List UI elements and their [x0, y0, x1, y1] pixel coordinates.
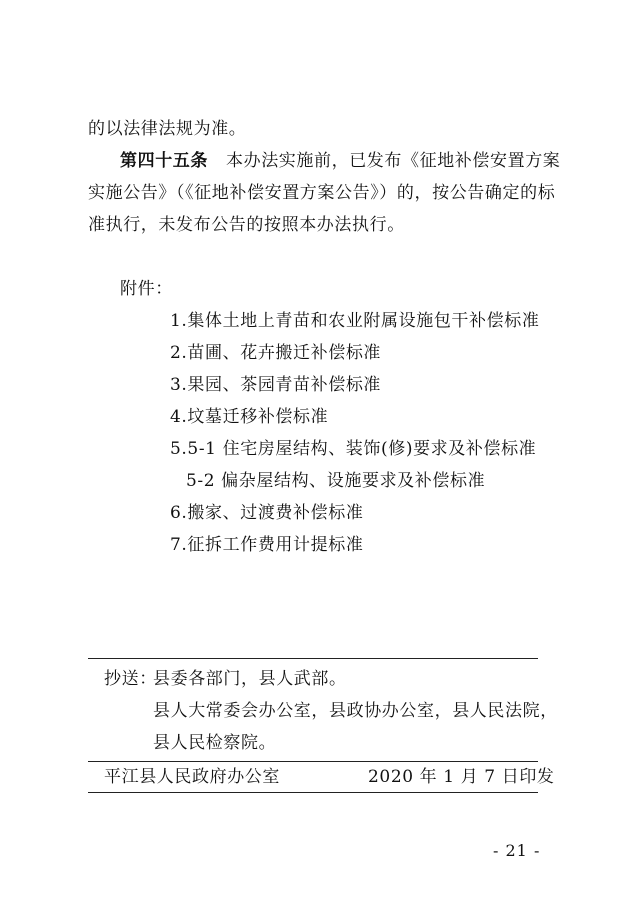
article-heading: 第四十五条: [120, 151, 208, 171]
cc-line: 县人大常委会办公室，县政协办公室，县人民法院，: [153, 701, 558, 721]
cc-line: 县委各部门，县人武部。: [153, 669, 347, 689]
attachment-subitem: 5-2 偏杂屋结构、设施要求及补偿标准: [186, 471, 486, 491]
cc-label: 抄送：: [104, 669, 157, 689]
attachment-item: 6.搬家、过渡费补偿标准: [170, 503, 364, 523]
attachments-label: 附件：: [120, 279, 173, 299]
attachment-item: 7.征拆工作费用计提标准: [170, 535, 364, 555]
attachment-item: 3.果园、茶园青苗补偿标准: [170, 375, 382, 395]
attachment-item: 1.集体土地上青苗和农业附属设施包干补偿标准: [170, 311, 540, 331]
footer-middle-rule: [88, 761, 538, 762]
footer-bottom-rule: [88, 792, 538, 793]
body-line: 实施公告》（《征地补偿安置方案公告》）的，按公告确定的标: [88, 183, 556, 203]
issue-date: 2020 年 1 月 7 日印发: [368, 767, 555, 787]
attachment-item: 2.苗圃、花卉搬迁补偿标准: [170, 343, 382, 363]
body-line: 准执行，未发布公告的按照本办法执行。: [88, 215, 405, 235]
page-number: - 21 -: [493, 841, 541, 860]
issuer: 平江县人民政府办公室: [104, 767, 280, 787]
attachment-item: 5.5-1 住宅房屋结构、装饰(修)要求及补偿标准: [170, 439, 537, 459]
body-line: 本办法实施前，已发布《征地补偿安置方案: [226, 151, 561, 171]
attachment-item: 4.坟墓迁移补偿标准: [170, 407, 329, 427]
body-line: 的以法律法规为准。: [88, 119, 247, 139]
cc-line: 县人民检察院。: [153, 733, 277, 753]
footer-top-rule: [88, 658, 538, 659]
